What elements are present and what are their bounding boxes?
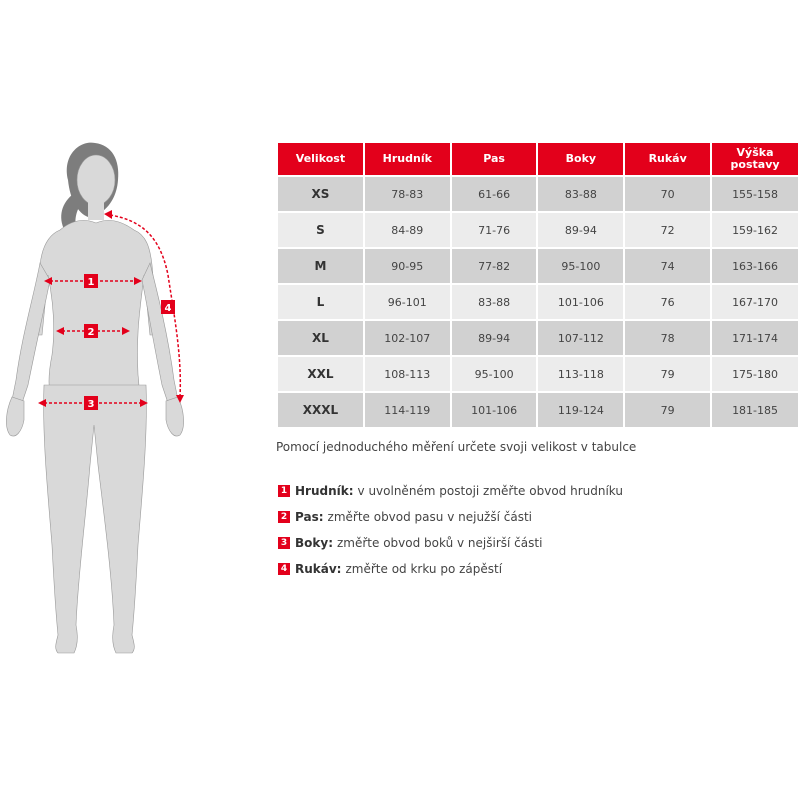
left-arm-shape [12,263,50,403]
legend-number-badge: 2 [278,511,290,523]
chest-cell: 90-95 [365,249,450,283]
header-size: Velikost [278,143,363,175]
table-row [278,321,798,355]
legs-shape [44,385,147,653]
legend-item-waist [278,510,623,523]
instructions-caption: Pomocí jednoduchého měření určete svoji velikost v tabulce [276,440,637,454]
table-row [278,357,798,391]
header-chest: Hrudník [365,143,450,175]
table-row [278,177,798,211]
height-cell: 163-166 [712,249,798,283]
chest-cell: 96-101 [365,285,450,319]
sleeve-arrow-top [104,210,112,219]
sleeve-marker-label: 4 [164,303,172,314]
sleeve-cell: 70 [625,177,710,211]
height-cell: 171-174 [712,321,798,355]
hips-cell: 83-88 [538,177,623,211]
neck-shape [88,201,104,220]
body-figure [0,135,200,665]
hips-cell: 95-100 [538,249,623,283]
waist-cell: 89-94 [452,321,537,355]
table-row [278,249,798,283]
hips-cell: 119-124 [538,393,623,427]
waist-cell: 61-66 [452,177,537,211]
sleeve-cell: 78 [625,321,710,355]
size-cell: XL [278,321,363,355]
right-hand-shape [166,397,184,436]
legend-text: změřte obvod boků v nejširší části [337,535,543,550]
height-cell: 181-185 [712,393,798,427]
legend-term: Rukáv: [295,561,342,576]
legend-item-sleeve [278,562,623,575]
legend-item-chest [278,484,623,497]
header-sleeve: Rukáv [625,143,710,175]
sleeve-cell: 79 [625,393,710,427]
chest-marker-label: 1 [87,277,95,288]
head-shape [77,155,115,205]
size-cell: L [278,285,363,319]
legend-text: v uvolněném postoji změřte obvod hrudníku [357,483,623,498]
legend-text: změřte od krku po zápěstí [345,561,503,576]
header-waist: Pas [452,143,537,175]
hips-cell: 101-106 [538,285,623,319]
height-cell: 175-180 [712,357,798,391]
hips-arrow-left [38,399,46,407]
hips-marker-label: 3 [87,399,95,410]
size-cell: XXXL [278,393,363,427]
size-cell: XXL [278,357,363,391]
height-cell: 155-158 [712,177,798,211]
waist-cell: 95-100 [452,357,537,391]
legend-number-badge: 1 [278,485,290,497]
left-hand-shape [6,397,24,436]
size-cell: M [278,249,363,283]
table-row [278,213,798,247]
sleeve-cell: 72 [625,213,710,247]
waist-cell: 83-88 [452,285,537,319]
sleeve-cell: 79 [625,357,710,391]
table-row [278,393,798,427]
waist-cell: 101-106 [452,393,537,427]
right-arm-shape [142,263,178,403]
height-cell: 159-162 [712,213,798,247]
legend-term: Boky: [295,535,333,550]
waist-marker-label: 2 [87,327,95,338]
legend-term: Pas: [295,509,324,524]
header-hips: Boky [538,143,623,175]
waist-cell: 77-82 [452,249,537,283]
legend-item-hips [278,536,623,549]
chest-cell: 102-107 [365,321,450,355]
size-cell: S [278,213,363,247]
size-chart-table [276,141,800,429]
waist-cell: 71-76 [452,213,537,247]
hips-cell: 113-118 [538,357,623,391]
legend-number-badge: 3 [278,537,290,549]
table-header-row [278,143,798,175]
header-height: Výška postavy [712,143,798,175]
chest-cell: 78-83 [365,177,450,211]
chest-cell: 108-113 [365,357,450,391]
sleeve-cell: 76 [625,285,710,319]
chest-cell: 84-89 [365,213,450,247]
height-cell: 167-170 [712,285,798,319]
legend-number-badge: 4 [278,563,290,575]
woman-silhouette [0,135,200,665]
size-cell: XS [278,177,363,211]
legend-text: změřte obvod pasu v nejužší části [327,509,532,524]
sleeve-cell: 74 [625,249,710,283]
table-row [278,285,798,319]
hips-cell: 89-94 [538,213,623,247]
legend-term: Hrudník: [295,483,354,498]
hips-cell: 107-112 [538,321,623,355]
torso-shape [34,220,158,400]
measurement-legend [278,484,623,588]
chest-cell: 114-119 [365,393,450,427]
